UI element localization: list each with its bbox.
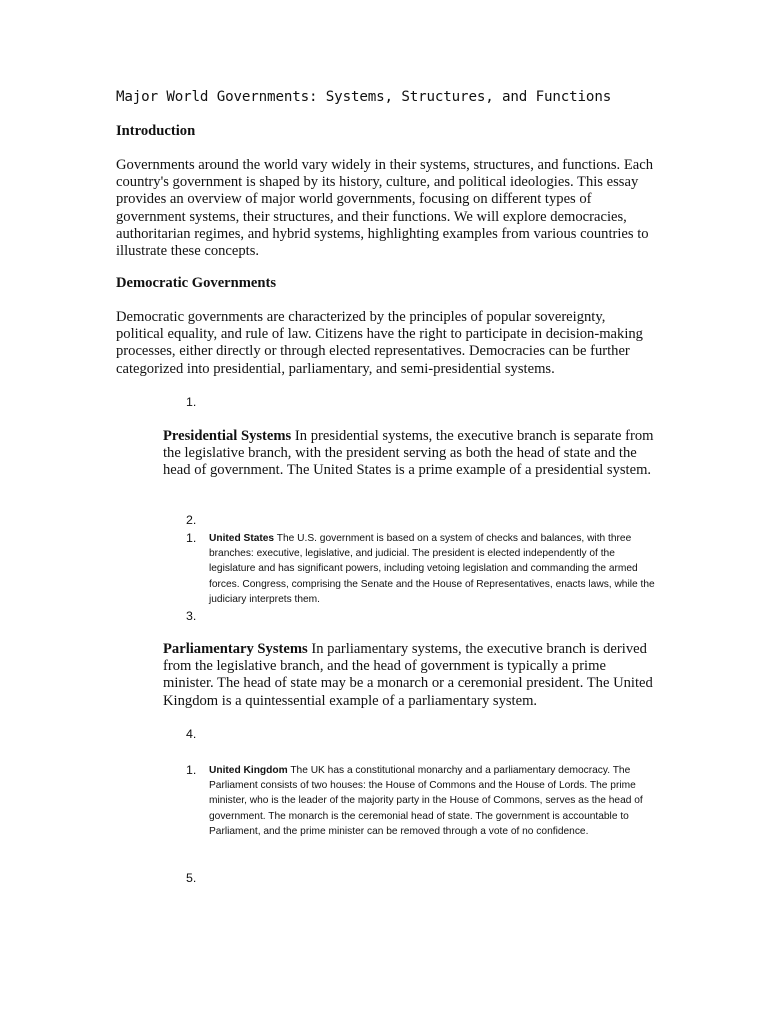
- heading-introduction: Introduction: [116, 123, 196, 139]
- document-title: Major World Governments: Systems, Structures, and Functions: [116, 89, 612, 105]
- text-parliamentary-systems: In parliamentary systems, the executive branch is derived from the legislative branch, and the head of government is typically a prime minister. The head of state may be a monarch or a ceremonial president. The United Kingdom is a quintessential example of a parliamentary system.: [163, 641, 653, 709]
- list-item-united-kingdom: [186, 763, 656, 839]
- text-united-kingdom: The UK has a constitutional monarchy and a parliamentary democracy. The Parliament consists of two houses: the House of Commons and the House of Lords. The prime minister, who is the leader of the majority party in the House of Commons, serves as the head of government. The monarch is the ceremonial head of state. The government is accountable to Parliament, and the prime minister can be removed through a vote of no confidence.: [209, 765, 643, 837]
- heading-democratic-governments: Democratic Governments: [116, 275, 277, 291]
- text-presidential-systems: In presidential systems, the executive branch is separate from the legislative branch, with the president serving as both the head of state and the head of government. The United States is a prime example of a presidential system.: [163, 428, 654, 479]
- list-number-3: 3.: [186, 609, 197, 623]
- paragraph-introduction: Governments around the world vary widely in their systems, structures, and functions. Each country's government is shaped by its history, culture, and political ideologies. This essay provides an overview of major world governments, focusing on different types of government systems, their structures, and their functions. We will explore democracies, authoritarian regimes, and hybrid systems, highlighting examples from various countries to illustrate these concepts.: [116, 157, 654, 260]
- term-parliamentary-systems: Parliamentary Systems: [163, 641, 308, 657]
- term-presidential-systems: Presidential Systems: [163, 428, 292, 444]
- list-number-5: 5.: [186, 871, 197, 885]
- list-item-united-states: [186, 531, 656, 607]
- list-number-1: 1.: [186, 395, 197, 409]
- term-united-kingdom: United Kingdom: [209, 765, 288, 776]
- list-number-4: 4.: [186, 727, 197, 741]
- list-marker-united-kingdom: 1.: [186, 763, 197, 777]
- list-marker-united-states: 1.: [186, 531, 197, 545]
- term-united-states: United States: [209, 533, 275, 544]
- text-united-states: The U.S. government is based on a system of checks and balances, with three branches: executive, legislative, and judicial. The president is elected independently of the legislature and has significant powers, including vetoing legislation and commanding the armed forces. Congress, comprising the Senate and the House of Representatives, enacts laws, while the judiciary interprets them.: [209, 533, 655, 605]
- list-number-2: 2.: [186, 513, 197, 527]
- paragraph-democratic-governments: Democratic governments are characterized by the principles of popular sovereignty, political equality, and rule of law. Citizens have the right to participate in decision-making processes, either directly or through elected representatives. Democracies can be further categorized into presidential, parliamentary, and semi-presidential systems.: [116, 309, 643, 377]
- list-item-presidential-systems: [163, 428, 655, 480]
- list-item-parliamentary-systems: [163, 641, 655, 710]
